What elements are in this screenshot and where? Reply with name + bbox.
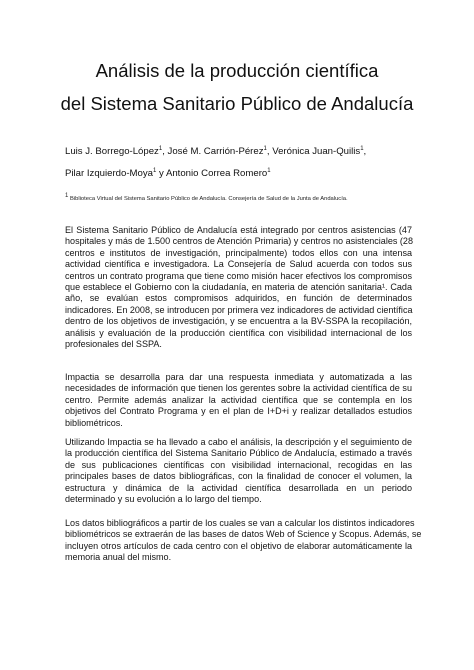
author-name: Pilar Izquierdo-Moya	[65, 168, 153, 179]
paragraph-line: análisis y evaluación de la producción científica con visibilidad internacional de los	[65, 327, 412, 338]
paragraph-line: memoria anual del mismo.	[65, 552, 172, 563]
body-paragraph	[65, 437, 412, 505]
paragraph-line: determinado y su evolución a lo largo del tiempo.	[65, 494, 262, 505]
title-line-2: del Sistema Sanitario Público de Andalucía	[60, 93, 414, 114]
paragraph-line: año, se evalúan estos compromisos adquiridos, en función de determinados	[65, 293, 412, 304]
paragraph-line: objetivos del Contrato Programa y en el plan de I+D+i y realizar detallados estudios	[65, 406, 412, 417]
affiliation-note	[65, 195, 425, 203]
paragraph-line: indicadores. En 2008, se introducen por primera vez indicadores de actividad científica	[65, 304, 413, 315]
paragraph-line: El Sistema Sanitario Público de Andalucía está integrado por centros asistencias (47	[65, 225, 412, 235]
paragraph-line: bibliométricos se extraerán de las bases de datos Web of Science y Scopus. Además, se	[65, 529, 422, 540]
authors-line-2	[65, 168, 445, 180]
paragraph-line: principales bases de datos bibliográficas, con la finalidad de conocer el volumen, la	[65, 471, 412, 482]
paragraph-line: actividad científica e investigadora. La Consejería de Salud acuerda con todos sus	[65, 259, 412, 270]
paragraph-line: bibliométricos.	[65, 417, 123, 428]
title-line-1: Análisis de la producción científica	[95, 60, 379, 81]
author-name: Luis J. Borrego-López	[65, 146, 159, 157]
paragraph-line: dentro de los objetivos de investigación, y se encuentra a la BV-SSPA la recopilación,	[65, 316, 412, 327]
author-affiliation-mark: 1	[360, 145, 364, 152]
paragraph-line: profesionales del SSPA.	[65, 339, 162, 350]
paragraph-line: hospitales y más de 1.500 centros de Atención Primaria) y centros no asistenciales (28	[65, 236, 413, 247]
body-paragraph	[65, 372, 412, 429]
paragraph-line: Los datos bibliográficos a partir de los cuales se van a calcular los distintos indicadores	[65, 518, 415, 528]
paragraph-line: Utilizando Impactia se ha llevado a cabo el análisis, la descripción y el seguimiento de	[65, 437, 412, 447]
author-affiliation-mark: 1	[158, 145, 163, 152]
author-name: Verónica Juan-Quilis	[272, 146, 361, 157]
body-paragraph	[65, 225, 412, 350]
paragraph-line: de sus publicaciones científicas con visibilidad internacional, recogidas en las	[65, 459, 412, 470]
paragraph-line: la producción científica del Sistema Sanitario Público de Andalucía, estimado a través	[65, 448, 412, 459]
paragraph-line: centros un contrato programa que tiene como misión hacer efectivos los compromisos	[65, 270, 412, 281]
paragraph-line: Impactia se desarrolla para dar una respuesta inmediata y automatizada a las	[65, 372, 412, 382]
authors-line-1	[65, 146, 445, 158]
author-separator: ,	[363, 146, 367, 157]
paragraph-line: necesidades de información que tienen los gerentes sobre la actividad científica de su	[65, 383, 412, 394]
author-separator: ,	[266, 146, 273, 157]
author-name: José M. Carrión-Pérez	[167, 146, 264, 157]
author-name: Antonio Correa Romero	[165, 168, 268, 179]
author-affiliation-mark: 1	[152, 167, 157, 174]
author-separator: y	[156, 168, 166, 179]
paragraph-line: centro. Permite además analizar la actividad científica que se contempla en los	[65, 394, 412, 405]
paragraph-line: incluyen otros artículos de cada centro con el objetivo de elaborar automáticamente la	[65, 540, 412, 551]
author-separator: ,	[162, 146, 168, 157]
body-paragraph	[65, 518, 422, 564]
affiliation-text: Biblioteca Virtual del Sistema Sanitario Público de Andalucía. Consejería de Salud de la Junta de Andalucía.	[68, 196, 348, 202]
affiliation-mark: 1	[65, 193, 69, 200]
paragraph-line: estructura y dinámica de la actividad científica desarrollada en un periodo	[65, 482, 412, 493]
paragraph-line: centros e institutos de investigación, principalmente) todos ellos con una intensa	[65, 247, 412, 258]
author-affiliation-mark: 1	[267, 167, 271, 174]
author-affiliation-mark: 1	[263, 145, 267, 152]
paragraph-line: que establece el Gobierno con la ciudadanía, en materia de atención sanitaria¹. Cada	[65, 282, 412, 293]
